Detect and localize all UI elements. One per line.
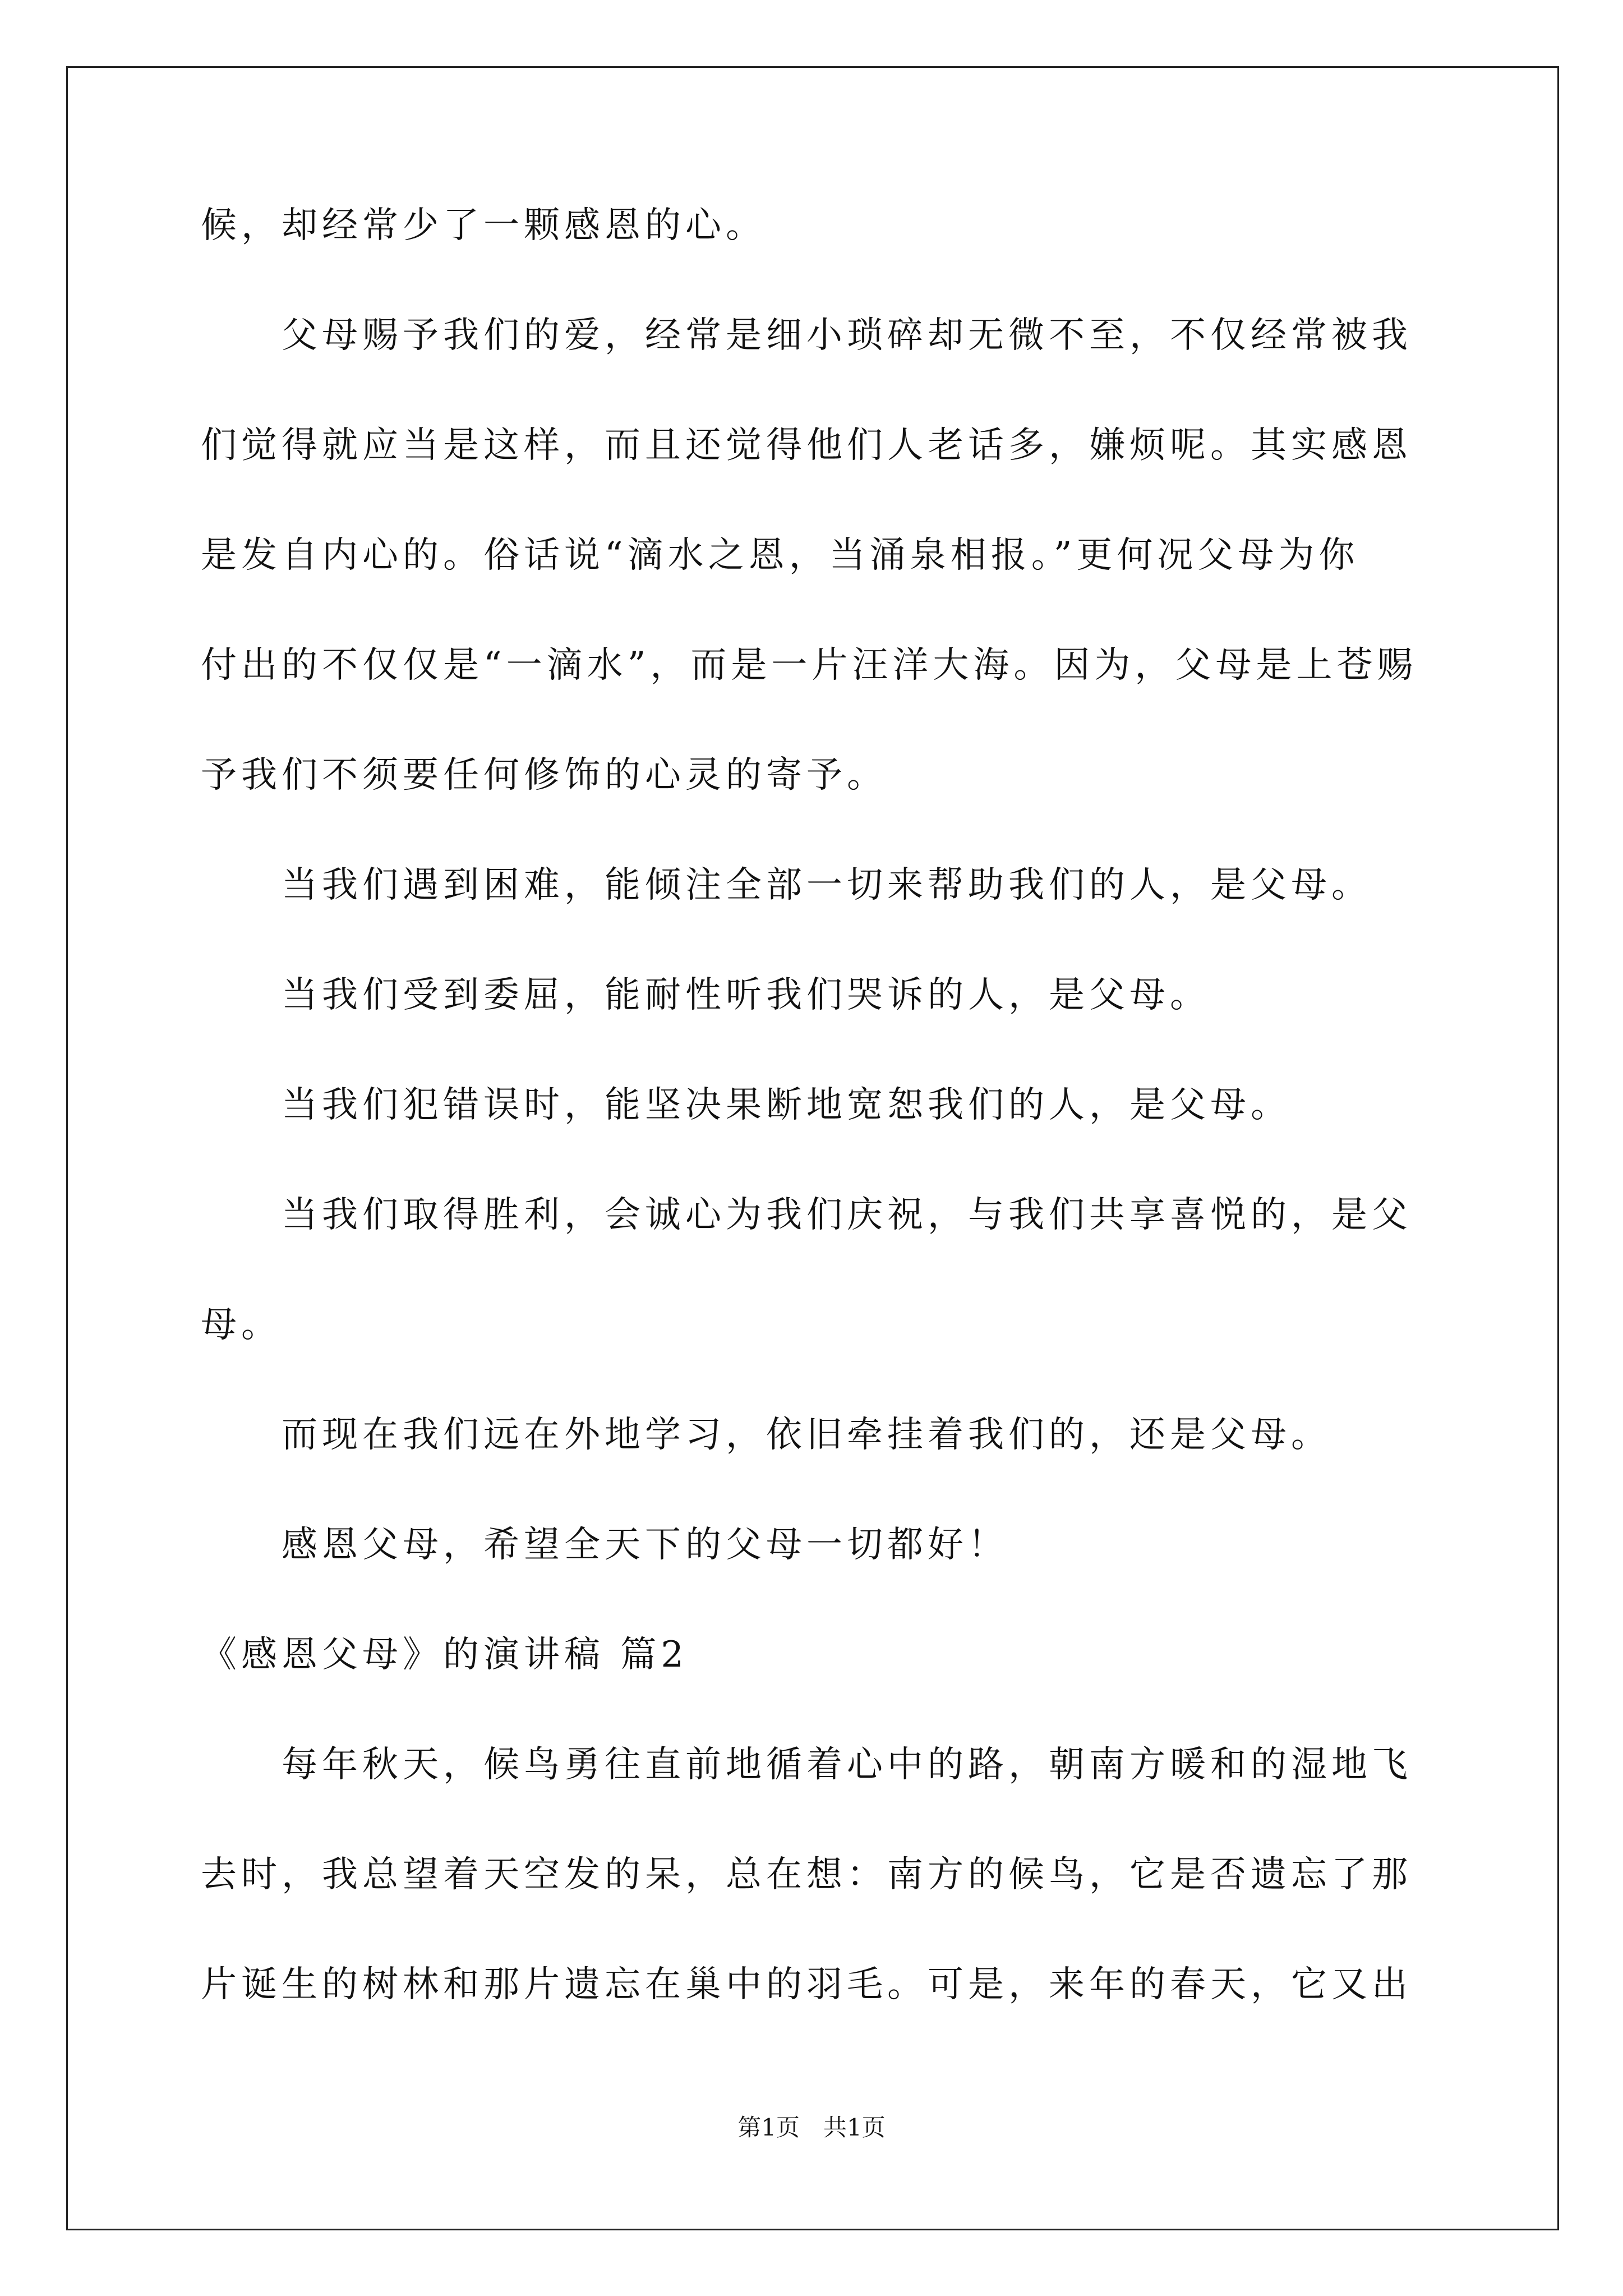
- text-line: 是发自内心的。俗话说“滴水之恩，当涌泉相报。”更何况父母为你: [201, 535, 1359, 576]
- text-line: 们觉得就应当是这样，而且还觉得他们人老话多，嫌烦呢。其实感恩: [201, 425, 1412, 466]
- text-line: 每年秋天，候鸟勇往直前地循着心中的路，朝南方暖和的湿地飞: [201, 1744, 1412, 1786]
- page-border: [66, 66, 1559, 2230]
- text-line: 当我们犯错误时，能坚决果断地宽恕我们的人，是父母。: [201, 1084, 1291, 1126]
- text-line: 付出的不仅仅是“一滴水”，而是一片汪洋大海。因为，父母是上苍赐: [201, 645, 1418, 686]
- section-heading: 《感恩父母》的演讲稿 篇2: [201, 1634, 689, 1676]
- text-line: 感恩父母，希望全天下的父母一切都好！: [201, 1524, 1008, 1566]
- text-line: 片诞生的树林和那片遗忘在巢中的羽毛。可是，来年的春天，它又出: [201, 1964, 1412, 2005]
- text-line: 母。: [201, 1304, 282, 1346]
- text-line: 而现在我们远在外地学习，依旧牵挂着我们的，还是父母。: [201, 1414, 1331, 1456]
- text-line: 去时，我总望着天空发的呆，总在想：南方的候鸟，它是否遗忘了那: [201, 1854, 1412, 1895]
- text-line: 父母赐予我们的爱，经常是细小琐碎却无微不至，不仅经常被我: [201, 315, 1412, 356]
- text-line: 予我们不须要任何修饰的心灵的寄予。: [201, 754, 887, 796]
- page-number: 第1页 共1页: [737, 2114, 886, 2141]
- text-line: 当我们遇到困难，能倾注全部一切来帮助我们的人，是父母。: [201, 864, 1372, 906]
- text-line: 当我们受到委屈，能耐性听我们哭诉的人，是父母。: [201, 974, 1210, 1016]
- text-line: 当我们取得胜利，会诚心为我们庆祝，与我们共享喜悦的，是父: [201, 1194, 1412, 1236]
- text-line: 候，却经常少了一颗感恩的心。: [201, 205, 766, 246]
